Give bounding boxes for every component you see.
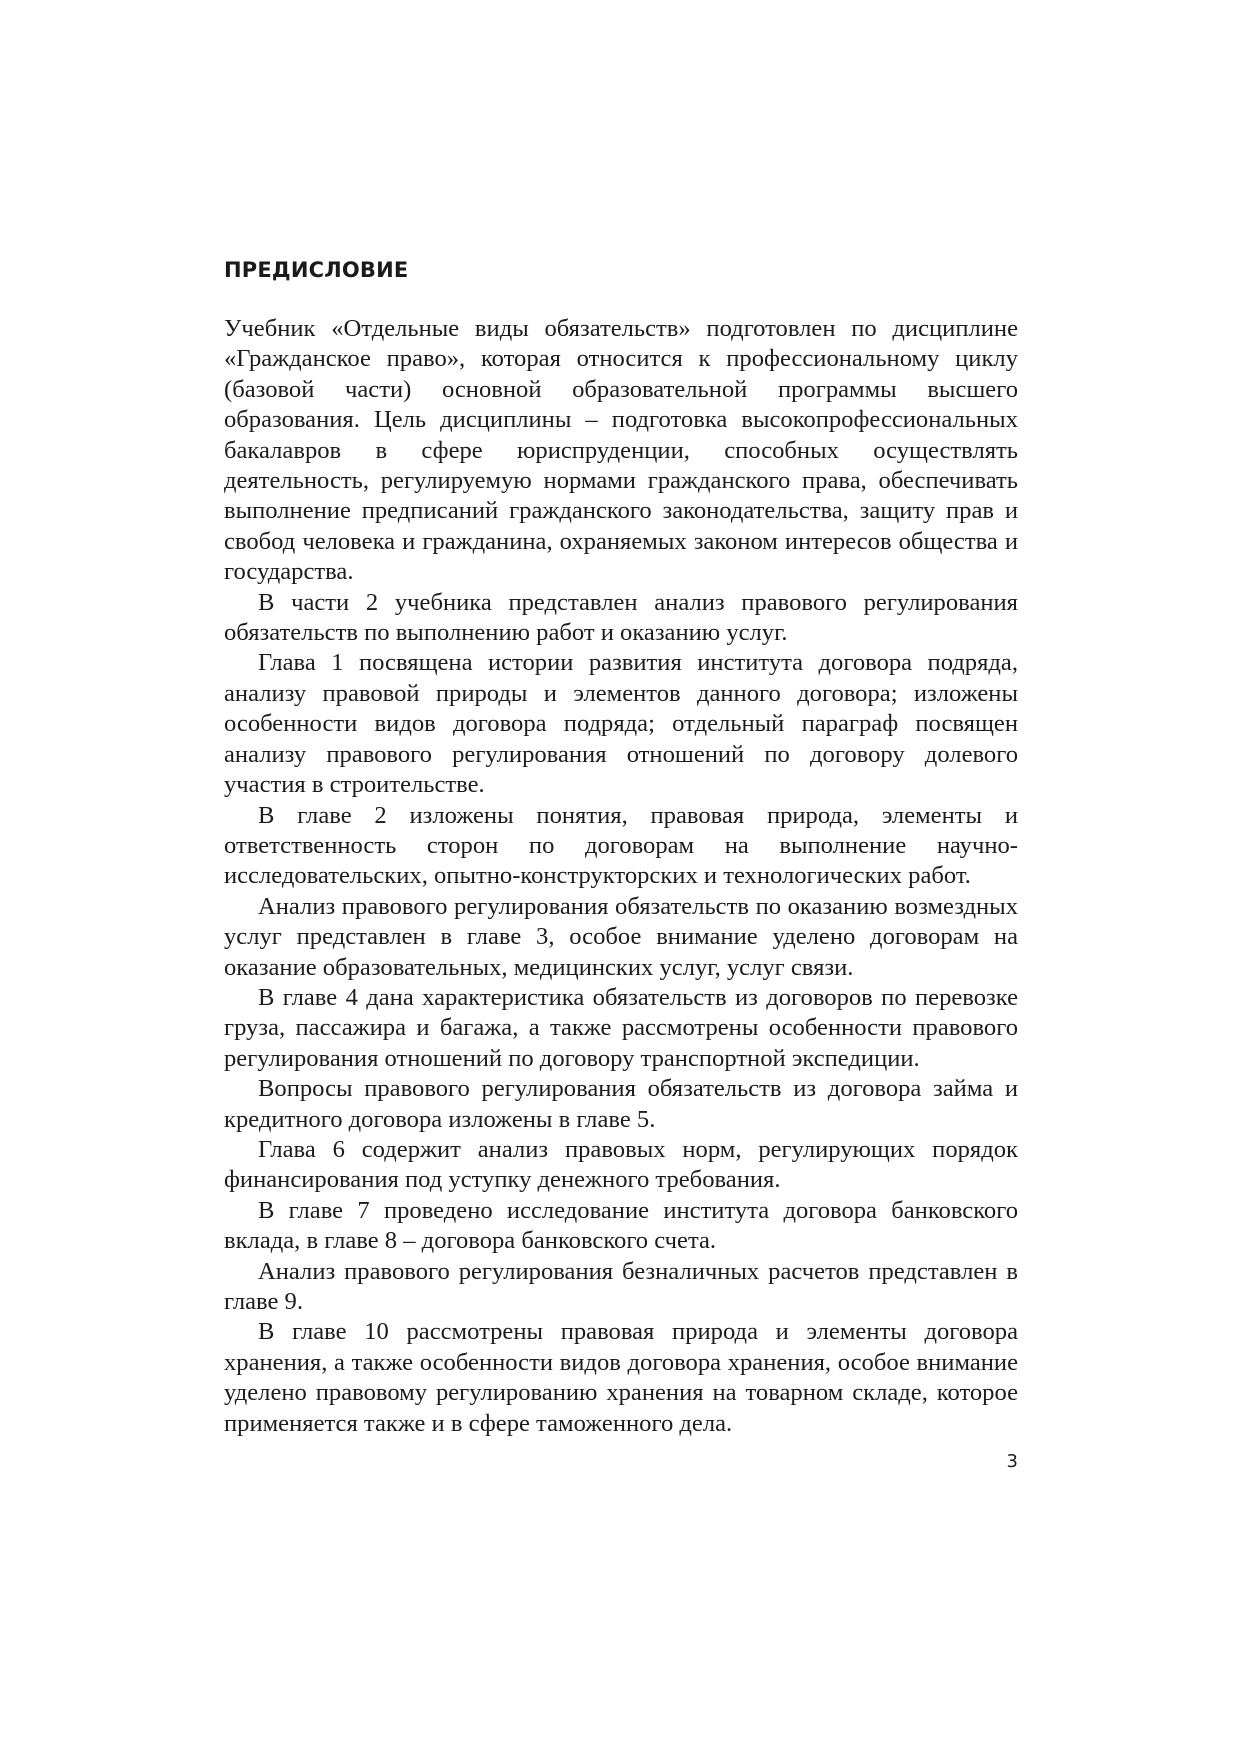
paragraph-chapter-1: Глава 1 посвящена истории развития института договора подряда, анализу правовой природы и элементов данного договора; изложены особенности видов договора подряда; отдельный параграф посвящен анализу правового регулирования отношений по договору долевого участия в строительстве.	[224, 649, 1018, 799]
paragraph-chapter-2: В главе 2 изложены понятия, правовая природа, элементы и ответственность сторон по договорам на выполнение научно-исследовательских, опытно-конструкторских и технологических работ.	[224, 801, 1018, 890]
paragraph-part-2: В части 2 учебника представлен анализ правового регулирования обязательств по выполнению работ и оказанию услуг.	[224, 588, 1018, 647]
page-number: 3	[1006, 1451, 1018, 1472]
paragraph-chapter-6: Глава 6 содержит анализ правовых норм, регулирующих порядок финансирования под уступку денежного требования.	[224, 1135, 1018, 1194]
paragraph-chapter-3: Анализ правового регулирования обязательств по оказанию возмездных услуг представлен в главе 3, особое внимание уделено договорам на оказание образовательных, медицинских услуг, услуг связи.	[224, 892, 1018, 981]
page-title: ПРЕДИСЛОВИЕ	[224, 258, 409, 282]
preface-body	[224, 314, 1018, 1439]
paragraph-chapter-5: Вопросы правового регулирования обязательств из договора займа и кредитного договора изложены в главе 5.	[224, 1075, 1018, 1133]
document-page	[224, 0, 1018, 1754]
paragraph-chapter-9: Анализ правового регулирования безналичных расчетов представлен в главе 9.	[224, 1257, 1018, 1315]
paragraph-chapter-4: В главе 4 дана характеристика обязательств из договоров по перевозке груза, пассажира и багажа, а также рассмотрены особенности правового регулирования отношений по договору транспортной экспедиции.	[224, 983, 1018, 1072]
paragraph-chapter-10: В главе 10 рассмотрены правовая природа и элементы договора хранения, а также особенности видов договора хранения, особое внимание уделено правовому регулированию хранения на товарном складе, которое применяется также и в сфере таможенного дела.	[224, 1318, 1018, 1437]
paragraph-chapter-7-8: В главе 7 проведено исследование института договора банковского вклада, в главе 8 – договора банковского счета.	[224, 1196, 1018, 1255]
paragraph-intro: Учебник «Отдельные виды обязательств» подготовлен по дисциплине «Гражданское право», которая относится к профессиональному циклу (базовой части) основной образовательной программы высшего образования. Цель дисциплины – подготовка высокопрофессиональных бакалавров в сфере юриспруденции, способных осуществлять деятельность, регулируемую нормами гражданского права, обеспечивать выполнение предписаний гражданского законодательства, защиту прав и свобод человека и гражданина, охраняемых законом интересов общества и государства.	[224, 315, 1018, 586]
